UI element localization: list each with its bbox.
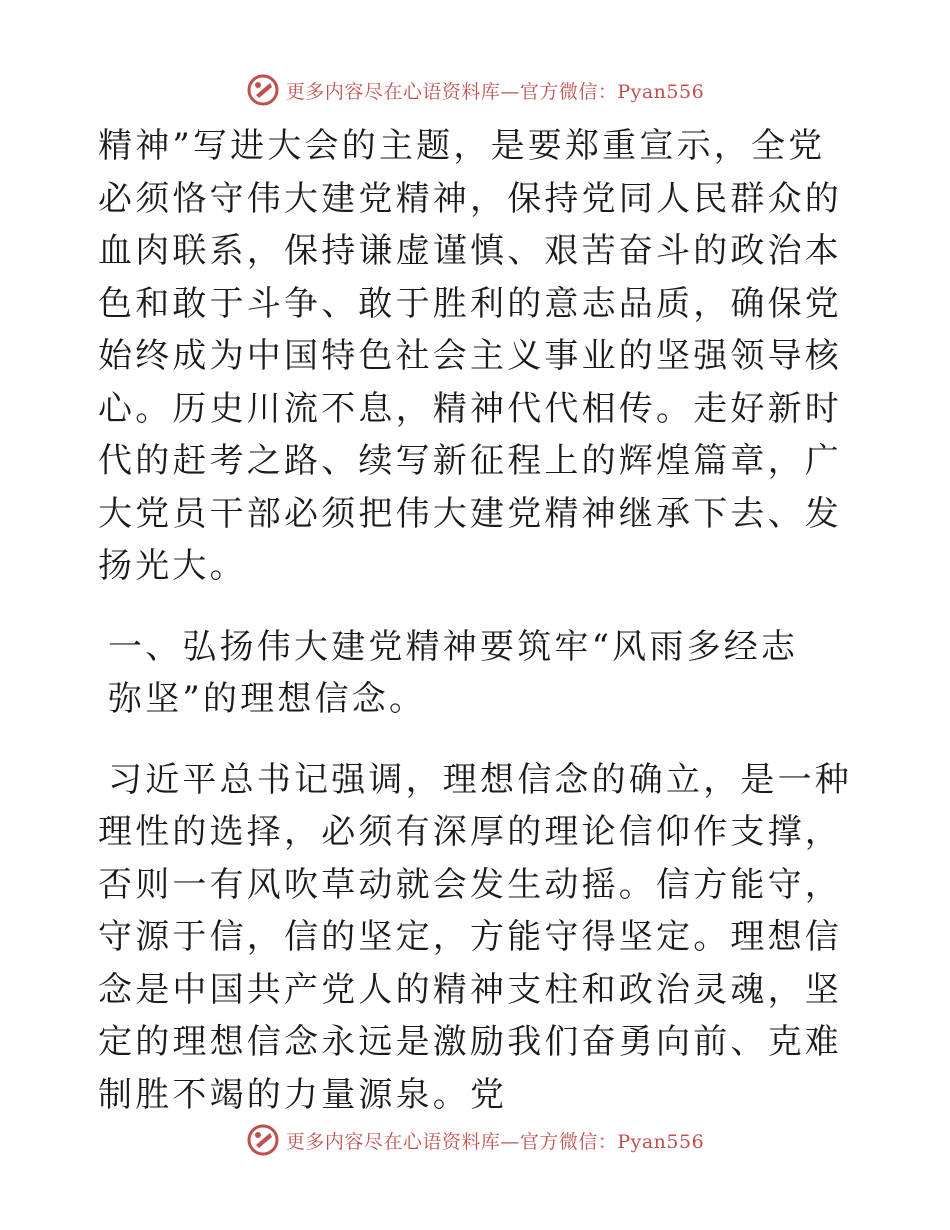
watermark-text: 更多内容尽在心语资料库—官方微信：Pyan556 [285, 1130, 705, 1153]
logo-icon [246, 1123, 280, 1157]
paragraph: 精神”写进大会的主题，是要郑重宣示，全党必须恪守伟大建党精神，保持党同人民群众的血肉联系，保持谦虚谨慎、艰苦奋斗的政治本色和敢于斗争、敢于胜利的意志品质，确保党始终成为中国特色社会主义事业的坚强领导核心。历史川流不息，精神代代相传。走好新时代的赶考之路、续写新征程上的辉煌篇章，广大党员干部必须把伟大建党精神继承下去、发扬光大。 [98, 126, 842, 586]
document-body [98, 120, 858, 1121]
section-heading: 一、弘扬伟大建党精神要筑牢“风雨多经志弥坚”的理想信念。 [108, 626, 799, 719]
paragraph: 习近平总书记强调，理想信念的确立，是一种理性的选择，必须有深厚的理论信仰作支撑，否则一有风吹草动就会发生动摇。信方能守，守源于信，信的坚定，方能守得坚定。理想信念是中国共产党人的精神支柱和政治灵魂，坚定的理想信念永远是激励我们奋勇向前、克难制胜不竭的力量源泉。党 [98, 759, 852, 1115]
watermark-text: 更多内容尽在心语资料库—官方微信：Pyan556 [285, 80, 705, 103]
header-watermark [0, 70, 950, 110]
logo-icon [246, 73, 280, 107]
footer-watermark [0, 1120, 950, 1160]
